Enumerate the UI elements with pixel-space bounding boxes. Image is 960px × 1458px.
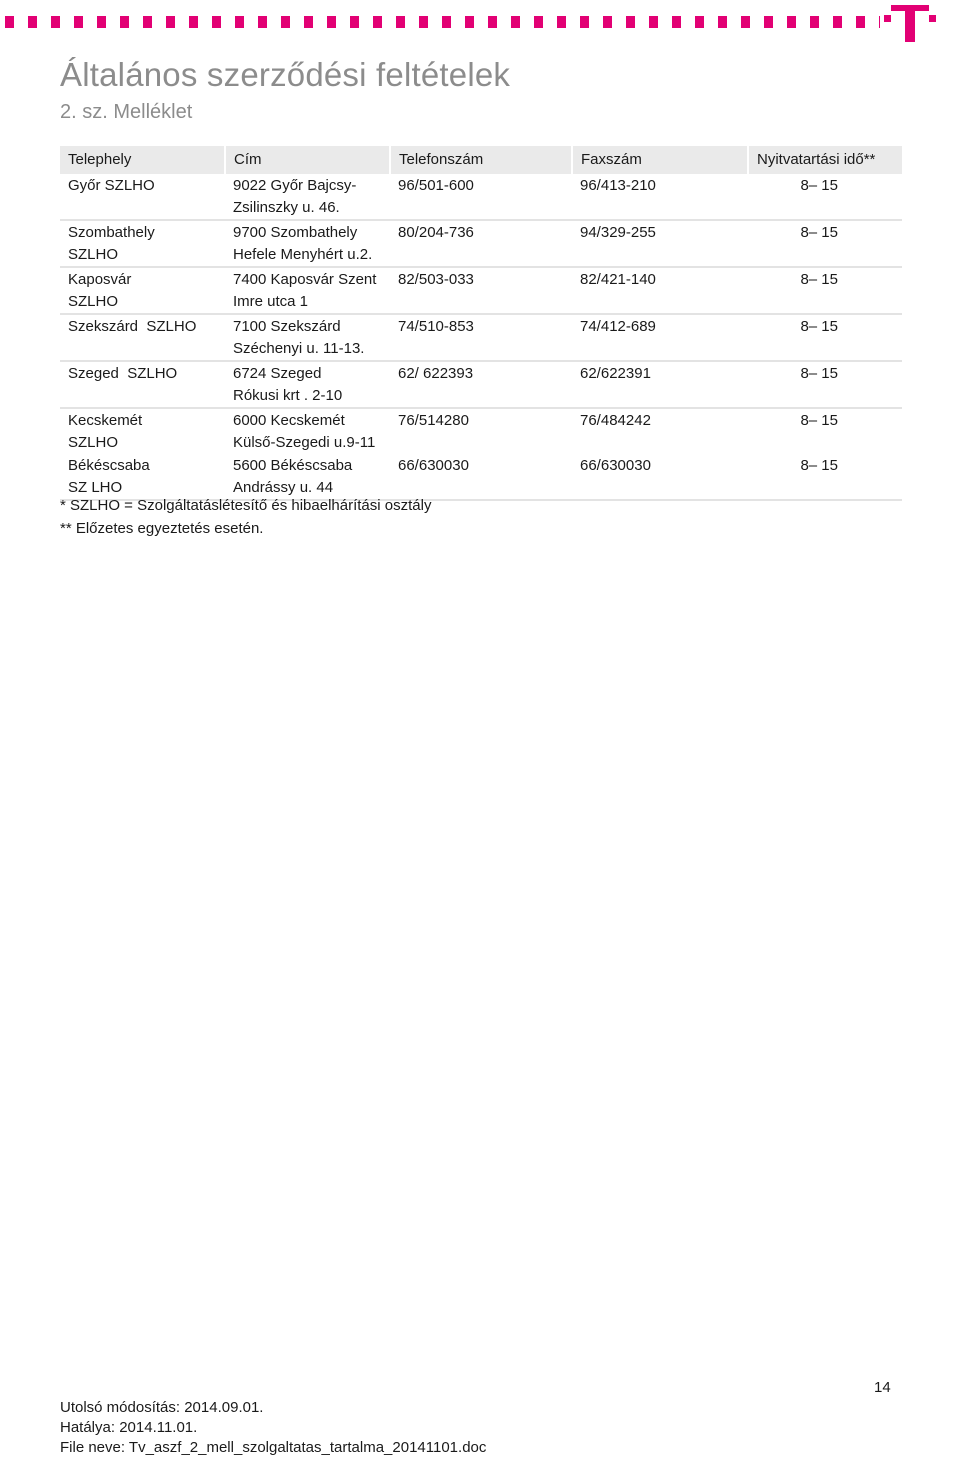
footer-filename: File neve: Tv_aszf_2_mell_szolgaltatas_tartalma_20141101.doc — [60, 1439, 487, 1456]
site-cell — [60, 314, 225, 361]
fax-cell: 74/412-689 — [580, 318, 656, 335]
site-name-line: Szekszárd SZLHO — [68, 318, 197, 335]
site-name-line: Szeged SZLHO — [68, 365, 178, 382]
hours-cell: 8– 15 — [800, 365, 838, 382]
site-cell — [60, 220, 225, 267]
address-line: 5600 Békéscsaba — [233, 457, 353, 474]
phone-cell: 76/514280 — [398, 412, 469, 429]
site-name-line: Győr SZLHO — [68, 177, 155, 194]
fax-cell: 66/630030 — [580, 457, 651, 474]
address-cell — [225, 361, 390, 408]
column-header-fax: Faxszám — [572, 146, 748, 174]
column-header-hours: Nyitvatartási idő** — [748, 146, 902, 174]
site-cell — [60, 361, 225, 408]
address-line: 9700 Szombathely — [233, 224, 358, 241]
table-row — [60, 314, 902, 361]
telekom-t-logo-icon — [882, 2, 942, 44]
phone-cell: 80/204-736 — [398, 224, 474, 241]
footnote-szlho: * SZLHO = Szolgáltatáslétesítő és hibaelhárítási osztály — [60, 497, 432, 514]
locations-table — [60, 146, 902, 501]
hours-cell: 8– 15 — [800, 318, 838, 335]
phone-cell: 96/501-600 — [398, 177, 474, 194]
address-line: 9022 Győr Bajcsy- — [233, 177, 357, 194]
hours-cell: 8– 15 — [800, 177, 838, 194]
phone-cell: 74/510-853 — [398, 318, 474, 335]
hours-cell: 8– 15 — [800, 412, 838, 429]
document-footer — [60, 1398, 486, 1458]
address-line: Zsilinszky u. 46. — [233, 199, 340, 216]
page-title: Általános szerződési feltételek — [60, 56, 511, 93]
column-header-address: Cím — [225, 146, 390, 174]
hours-cell: 8– 15 — [800, 457, 838, 474]
address-line: Külső-Szegedi u.9-11 — [233, 434, 376, 451]
footer-modified: Utolsó módosítás: 2014.09.01. — [60, 1399, 264, 1416]
table-row — [60, 220, 902, 267]
address-cell — [225, 314, 390, 361]
footnote-hours: ** Előzetes egyeztetés esetén. — [60, 520, 264, 537]
address-cell — [225, 174, 390, 220]
table-row — [60, 174, 902, 220]
address-cell — [225, 408, 390, 454]
table-header-row — [60, 146, 902, 174]
table-row — [60, 361, 902, 408]
table-row — [60, 267, 902, 314]
fax-cell: 96/413-210 — [580, 177, 656, 194]
table-footnotes — [60, 494, 431, 540]
address-line: Széchenyi u. 11-13. — [233, 340, 365, 357]
address-line: Hefele Menyhért u.2. — [233, 246, 373, 263]
address-line: 6724 Szeged — [233, 365, 322, 382]
address-line: 7400 Kaposvár Szent — [233, 271, 377, 288]
site-name-line: Kecskemét — [68, 412, 143, 429]
hours-cell: 8– 15 — [800, 224, 838, 241]
hours-cell: 8– 15 — [800, 271, 838, 288]
site-cell — [60, 408, 225, 454]
phone-cell: 66/630030 — [398, 457, 469, 474]
site-name-line: SZLHO — [68, 246, 119, 263]
address-cell — [225, 267, 390, 314]
address-line: Andrássy u. 44 — [233, 479, 334, 496]
address-line: 7100 Szekszárd — [233, 318, 341, 335]
site-name-line: Kaposvár — [68, 271, 132, 288]
column-header-site: Telephely — [60, 146, 225, 174]
address-line: 6000 Kecskemét — [233, 412, 345, 429]
footer-effective: Hatálya: 2014.11.01. — [60, 1419, 198, 1436]
phone-cell: 62/ 622393 — [398, 365, 474, 382]
address-cell — [225, 220, 390, 267]
fax-cell: 76/484242 — [580, 412, 651, 429]
address-line: Rókusi krt . 2-10 — [233, 387, 343, 404]
brand-dot-strip — [0, 16, 880, 28]
site-name-line: Békéscsaba — [68, 457, 150, 474]
page-number: 14 — [874, 1379, 891, 1396]
site-name-line: SZLHO — [68, 434, 119, 451]
table-row — [60, 408, 902, 454]
column-header-phone: Telefonszám — [390, 146, 572, 174]
fax-cell: 62/622391 — [580, 365, 651, 382]
site-name-line: SZ LHO — [68, 479, 123, 496]
site-name-line: SZLHO — [68, 293, 119, 310]
fax-cell: 94/329-255 — [580, 224, 656, 241]
page-subtitle: 2. sz. Melléklet — [60, 101, 193, 123]
site-cell — [60, 174, 225, 220]
site-cell — [60, 267, 225, 314]
site-name-line: Szombathely — [68, 224, 155, 241]
phone-cell: 82/503-033 — [398, 271, 474, 288]
fax-cell: 82/421-140 — [580, 271, 656, 288]
address-line: Imre utca 1 — [233, 293, 309, 310]
